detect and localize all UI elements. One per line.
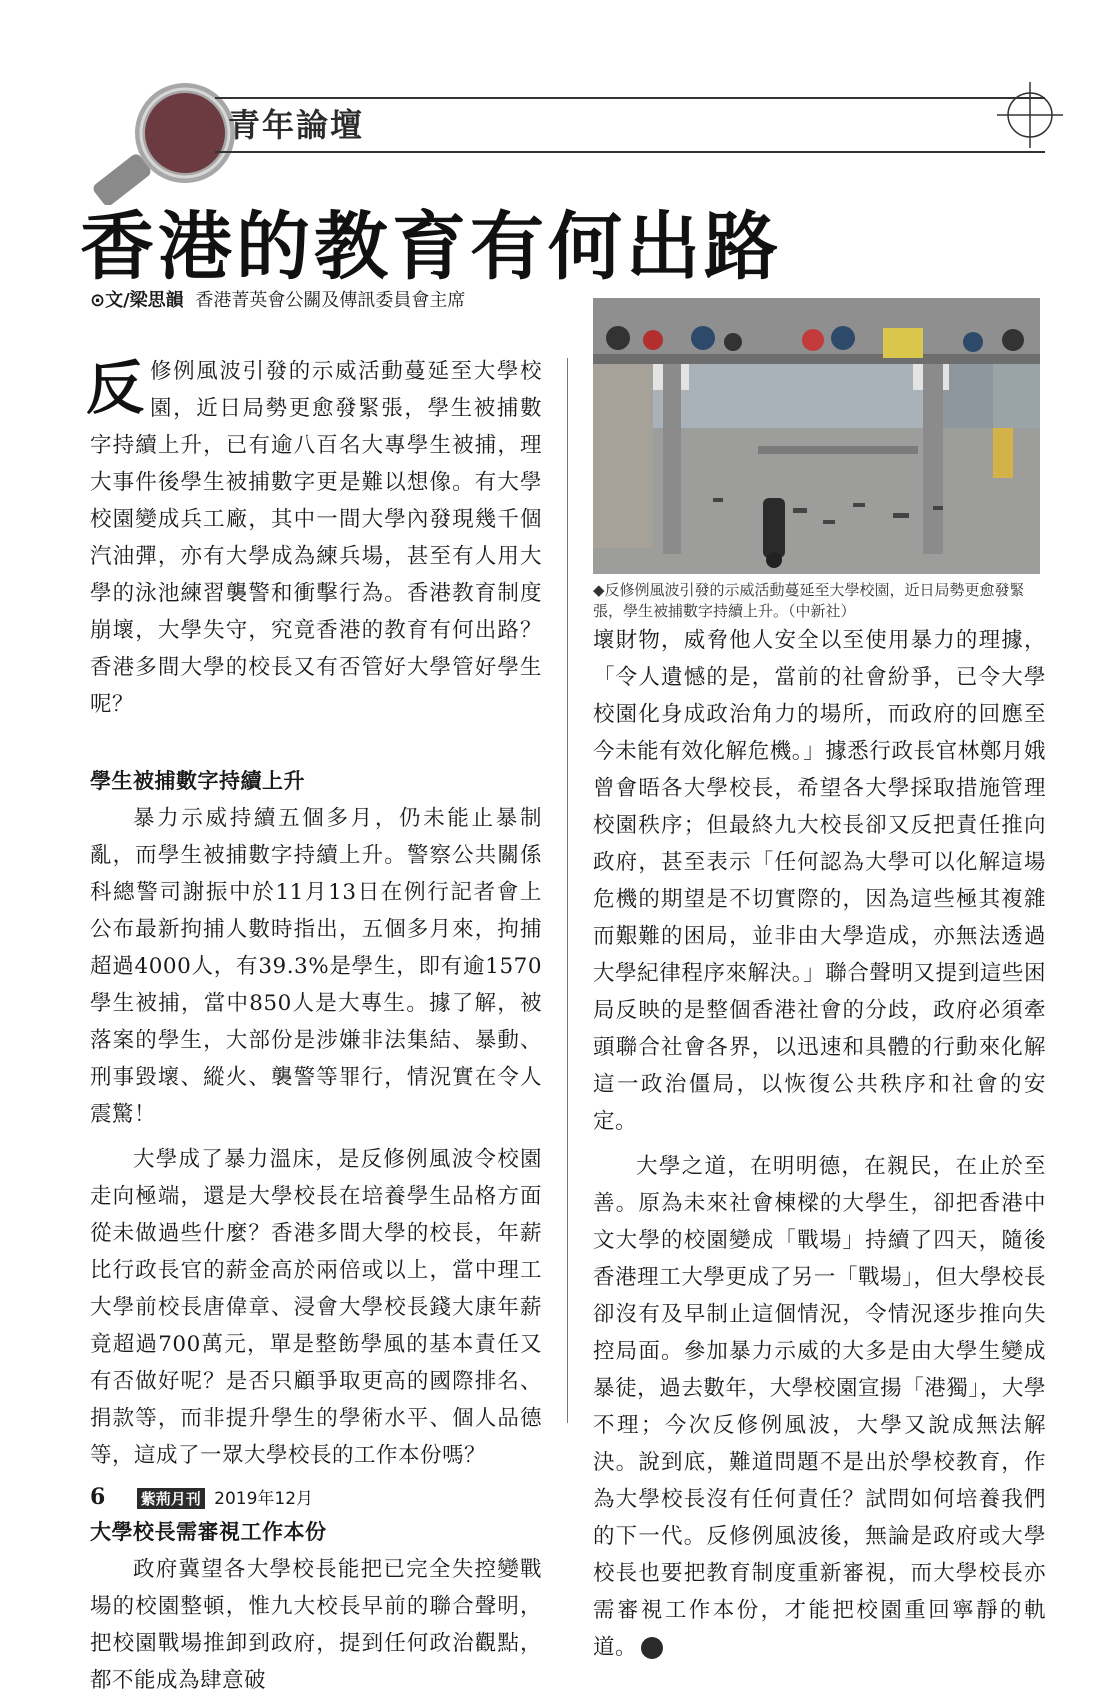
protest-photo [593, 298, 1040, 574]
paragraph-1: 暴力示威持續五個多月，仍未能止暴制亂，而學生被捕數字持續上升。警察公共關係科總警司謝振中於11月13日在例行記者會上公布最新拘捕人數時指出，五個多月來，拘捕超過4000人，有39.3%是學生，即有逾1570學生被捕，當中850人是大專生。據了解，被落案的學生，大部份是涉嫌非法集結、暴動、刑事毀壞、縱火、襲警等罪行，情況實在令人震驚！ [90, 806, 542, 1127]
paragraph-2: 大學成了暴力溫床，是反修例風波令校園走向極端，還是大學校長在培養學生品格方面從未做過些什麼？香港多間大學的校長，年薪比行政長官的薪金高於兩倍或以上，當中理工大學前校長唐偉章、浸會大學校長錢大康年薪竟超過700萬元，單是整飭學風的基本責任又有否做好呢？是否只顧爭取更高的國際排名、捐款等，而非提升學生的學術水平、個人品德等，這成了一眾大學校長的工作本份嗎？ [90, 1147, 542, 1468]
drop-cap: 反 [86, 354, 145, 422]
crosshair-icon [995, 80, 1065, 150]
right-paragraph-1: 壞財物，威脅他人安全以至使用暴力的理據，「令人遺憾的是，當前的社會紛爭，已令大學校園化身成政治角力的場所，而政府的回應至今未能有效化解危機。」據悉行政長官林鄭月娥曾會晤各大學校長，希望各大學採取措施管理校園秩序；但最終九大校長卻又反把責任推向政府，甚至表示「任何認為大學可以化解這場危機的期望是不切實際的，因為這些極其複雜而艱難的困局，並非由大學造成，亦無法透過大學紀律程序來解決。」聯合聲明又提到這些困局反映的是整個香港社會的分歧，政府必須牽頭聯合社會各界，以迅速和具體的行動來化解這一政治僵局，以恢復公共秩序和社會的安定。 [593, 628, 1046, 1134]
right-paragraph-2-wrapper [593, 1148, 1046, 1666]
photo-caption: ◆反修例風波引發的示威活動蔓延至大學校園，近日局勢更愈發緊張，學生被捕數字持續上升。（中新社） [593, 581, 1025, 620]
page-footer [90, 1484, 313, 1510]
byline [90, 286, 465, 312]
byline-author: ⊙文/梁思韻 [90, 290, 184, 311]
right-column [593, 622, 1046, 1666]
end-mark-icon: 紫 [641, 1637, 663, 1659]
article-title: 香港的教育有何出路 [80, 204, 782, 290]
magazine-name: 紫荊月刊 [137, 1488, 205, 1509]
subheading-2: 大學校長需審視工作本份 [90, 1520, 327, 1544]
paragraph-3: 政府冀望各大學校長能把已完全失控變戰場的校園整頓，惟九大校長早前的聯合聲明，把校園戰場推卸到政府，提到任何政治觀點，都不能成為肆意破 [90, 1557, 542, 1693]
subheading-1: 學生被捕數字持續上升 [90, 769, 305, 793]
right-paragraph-2: 大學之道，在明明德，在親民，在止於至善。原為未來社會棟樑的大學生，卻把香港中文大學的校園變成「戰場」持續了四天，隨後香港理工大學更成了另一「戰場」，但大學校長卻沒有及早制止這個情況，令情況逐步推向失控局面。參加暴力示威的大多是由大學生變成暴徒，過去數年，大學校園宣揚「港獨」，大學不理；今次反修例風波，大學又說成無法解決。說到底，難道問題不是出於學校教育，作為大學校長沒有任何責任？試問如何培養我們的下一代。反修例風波後，無論是政府或大學校長也要把教育制度重新審視，而大學校長亦需審視工作本份，才能把校園重回寧靜的軌道。 [593, 1154, 1046, 1660]
issue-date: 2019年12月 [214, 1489, 314, 1509]
page-number: 6 [90, 1484, 106, 1510]
column-divider [567, 358, 568, 1423]
lead-paragraph: 修例風波引發的示威活動蔓延至大學校園，近日局勢更愈發緊張，學生被捕數字持續上升，已有逾八百名大專學生被捕，理大事件後學生被捕數字更是難以想像。有大學校園變成兵工廠，其中一間大學內發現幾千個汽油彈，亦有大學成為練兵場，甚至有人用大學的泳池練習襲警和衝擊行為。香港教育制度崩壞，大學失守，究竟香港的教育有何出路？香港多間大學的校長又有否管好大學管好學生呢？ [90, 359, 542, 717]
byline-description: 香港菁英會公關及傳訊委員會主席 [195, 290, 466, 311]
section-title: 青年論壇 [228, 106, 365, 144]
